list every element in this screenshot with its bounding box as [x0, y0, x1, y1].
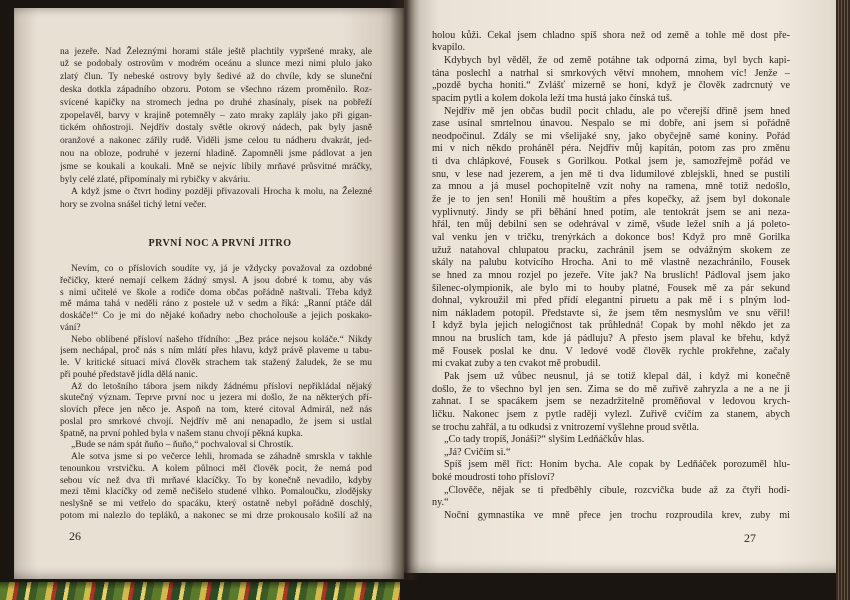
text-line: už se podobaly ostrovům v modrém oceánu a slunce mezi nimi plulo jako	[60, 59, 372, 70]
text-line: Až do letošního tábora jsem nikdy žádnému přísloví nepřikládal nějaký	[71, 381, 372, 392]
text-line: le. V kritické situaci mívá člověk strachem tak stažený žaludek, že se mu	[60, 358, 372, 369]
text-line: vání?	[60, 322, 81, 333]
text-line: zlatý člun. Ty nebeské ostrovy byly šedivé až do chvíle, kdy se sluneční	[60, 72, 372, 83]
text-line: užuž natahoval chlupatou pracku, zachránil jsem se odvážným skokem ze	[432, 244, 790, 256]
text-line: mě máma tahá v neděli ráno z postele už v sedm a říká: „Ranní ptáče dál	[60, 299, 372, 310]
text-line: zase usínal smrtelnou únavou. Nespalo se mi dobře, ani jsem si pořádně	[432, 118, 790, 130]
left-page-body-text	[60, 264, 372, 523]
text-line: mi v nich někdo proháněl péra. Nejdřív můj kapitán, potom zas pro změnu	[432, 143, 790, 155]
text-line: „Člověče, nějak se ti předběhly cibule, rozcvička bude až za čtyři hodi-	[444, 484, 790, 496]
text-line: sebou víc než dva tři mrňavé klacíčky. To by konečně nevadilo, kdyby	[60, 475, 372, 486]
text-line: tenounkou vrstvičku. A kolem půlnoci měl člověk pocit, že nemá pod	[60, 463, 372, 474]
text-line: vyplivnutý. Jindy se při běhání hned potím, ale tentokrát jsem se ani neza-	[432, 206, 790, 218]
text-line: hory se zvolna snášel tichý letní večer.	[60, 200, 207, 211]
text-line: „pozdě bycha honiti.“ Zvlášť mizerně se honí, když je člověk zadrcnutý ve	[432, 80, 790, 92]
text-line: skály na palubu kotvícího Hrocha. Ani to mě vlastně nezachránilo, Fousek	[432, 257, 790, 269]
text-line: mezi těmi klacíčky od země nečišelo studené vlhko. Pomaloučku, zlodějsky	[60, 487, 372, 498]
paragraph	[60, 452, 372, 523]
paragraph	[432, 510, 790, 523]
text-line: „Bude se nám spát ňuňo – ňuňo,“ pochvaloval si Chrostík.	[71, 440, 294, 451]
text-line: na jezeře. Nad Železnými horami stále ještě plachtily vypršené mraky, ale	[60, 46, 372, 57]
text-line: že je to jen sen! Honili mě houštím a přes kopečky, až jsem byl dokonale	[432, 194, 790, 206]
text-line: došlo, že to všechno byl jen sen. Zima se do mě zuřivě zahryzla a ne a ne ji	[432, 383, 790, 395]
book-cover-edge	[0, 582, 400, 600]
text-line: boké moudrosti toho přísloví?	[432, 472, 555, 484]
text-line: se trochu zahřál, a tu odkudsi z vnitrozemí vyšlehne proud světla.	[432, 421, 700, 433]
text-line: neslyšně se mi vetřelo do spacáku, který ostatně nebyl pořádně doschlý,	[60, 499, 372, 510]
text-line: deska dotkla západního obzoru. Potom se všechno rázem proměnilo. Roz-	[60, 84, 372, 95]
book-gutter-shadow	[390, 0, 420, 580]
text-line: svícené kapičky na stromech jedna po druhé zhasínaly, písek na pobřeží	[60, 97, 372, 108]
text-line: dohnal, vykroužil mi před přídí elegantní piruetu a pak mě i s plným lod-	[432, 295, 790, 307]
paragraph	[60, 264, 372, 335]
paragraph	[432, 434, 790, 447]
text-line: poslal pro smrkové chvojí. Nejdřív mě ani nenapadlo, že jsem si ustlal	[60, 416, 372, 427]
paragraph	[432, 371, 790, 434]
text-line: ti dva chlápkové, Fousek s Gorilkou. Potkal jsem je, samozřejmě pořád ve	[432, 156, 790, 168]
paragraph	[432, 459, 790, 484]
text-line: holou kůži. Čekal jsem chladno spíš shora než od země a tohle mě dost pře-	[432, 29, 790, 41]
text-line: kvapilo.	[432, 42, 466, 54]
text-line: tána poslechl a natrhal si smrkových větví mnohem, mnohem víc! Jenže –	[432, 67, 790, 79]
text-line: ličku. Nakonec jsem z pytle raději vylezl. Zuřivě cvičím za stanem, abych	[432, 408, 790, 420]
text-line: s nimi učitelé ve škole a rodiče doma občas pořádně naštvali. Třeba když	[60, 287, 372, 298]
text-line: I když byla jejich nelogičnost tak průhledná! Copak by mohl někdo jet za	[432, 320, 790, 332]
page-number-left: 26	[69, 529, 81, 543]
paragraph	[60, 440, 372, 452]
paragraph	[60, 46, 372, 187]
page-number-right: 27	[744, 531, 756, 545]
text-line: snu, v lese nad jezerem, a jen mě ti dva lidumilové zblejskli, hned se pustili	[432, 168, 790, 180]
page-edges	[836, 0, 850, 600]
text-line: val venku jen v tričku, trenýrkách a dokonce bos! Když pro mně Gorilka	[432, 231, 790, 243]
text-line: mi cvakat zuby a ten cvakot mě probudil.	[432, 358, 601, 370]
paragraph	[432, 485, 790, 510]
paragraph	[60, 335, 372, 382]
text-line: mě Fousek poslal ke dnu. V ledové vodě člověk rychle prokřehne, začaly	[432, 345, 790, 357]
text-line: Ale sotva jsme si po večerce lehli, hromada se záhadně smrskla v takhle	[71, 452, 372, 463]
text-line: Nebo oblíbené přísloví našeho třídního: „Bez práce nejsou koláče.“ Nikdy	[71, 334, 372, 345]
text-line: hřál, ten můj debilní sen se odehrával v zimě, všude ležel sníh a já poleto-	[432, 219, 790, 231]
text-line: za mnou a já musel pochopitelně vzít nohy na ramena, mně totiž nedošlo,	[432, 181, 790, 193]
text-line: šílenec-olympionik, ale bylo mi to houby platné, Fousek mě za pár sekund	[432, 282, 790, 294]
paragraph	[432, 55, 790, 106]
text-line: spacím pytli a kolem dokola leží tma hustá jako čínská tuš.	[432, 92, 673, 104]
text-line: byly celé zlaté, připomínaly mi rybičky v akváriu.	[60, 174, 251, 185]
paragraph	[432, 447, 790, 460]
text-line: „Já? Cvičím si.“	[444, 446, 511, 458]
text-line: „Co tady tropíš, Jonáši?“ slyším Ledňáčkův hlas.	[444, 434, 645, 446]
text-line: Nevím, co o příslovích soudíte vy, já je vždycky považoval za ozdobné	[71, 264, 372, 275]
text-line: slovích přece jen něco je. Aspoň na tom, které citoval Admirál, než nás	[60, 405, 372, 416]
text-line: řečičky, které nemají celkem žádný smysl. A jsou dobré k tomu, aby vás	[60, 275, 372, 286]
text-line: tickém ohňostroji. Nejdřív dostaly světle okrový nádech, pak byly jasně	[60, 123, 372, 134]
paragraph	[60, 186, 372, 212]
paragraph	[60, 382, 372, 441]
text-line: skutečný význam. Teprve první noc u jezera mi došlo, že na některých pří-	[60, 393, 372, 404]
text-line: špatně, na první pohled byla v našem stanu chvojí pěkná kupka.	[60, 428, 303, 439]
text-line: Noční gymnastika ve mně přece jen trochu rozproudila krev, zuby mi	[444, 510, 790, 522]
text-line: mnou na bruslích tam, kde já pádluju? A přesto jsem plaval ke břehu, když	[432, 333, 790, 345]
text-line: potom mi nalezlo do tepláků, a nakonec se mi drze prokousalo košilí až na	[60, 510, 372, 521]
text-line: ny.“	[432, 497, 449, 509]
chapter-title: PRVNÍ NOC A PRVNÍ JITRO	[148, 238, 292, 249]
text-line: zahnat. I se spacákem jsem se nezadržitelně proměňoval v ledovou krych-	[432, 396, 790, 408]
paragraph	[432, 30, 790, 55]
right-page-body-text	[432, 30, 790, 523]
text-line: Pak jsem už vůbec neusnul, já se totiž klepal dál, i když mi konečně	[444, 370, 790, 382]
text-line: Spíš jsem měl říct: Honím bycha. Ale copak by Ledňáček porozuměl hlu-	[444, 459, 790, 471]
paragraph	[432, 106, 790, 371]
text-line: nou na obloze, podruhé v jezerní hladině. Zapomněli jsme pádlovat a jen	[60, 148, 372, 159]
text-line: oranžové a nakonec zářily rudě. Viděli jsme celou tu nádheru dvakrát, jed-	[60, 136, 372, 147]
text-line: se hned za mnou rozjel po jezeře. Víte jak? Na bruslích! Pádloval jsem jako	[432, 269, 790, 281]
text-line: jsem nechápal, proč nás s ním mlátí přes hlavu, když právě plaveme u tabu-	[60, 346, 372, 357]
text-line: Nejdřív mě jen občas budil pocit chladu, ale po včerejší dřině jsem hned	[444, 105, 790, 117]
text-line: neodpočinul. Zdály se mi všelijaké sny, jako obyčejně samé koniny. Pořád	[432, 130, 790, 142]
left-page-top-text	[60, 46, 372, 212]
text-line: ním nákladem potopil. Představte si, že jsem těm nesmyslům ve snu věřil!	[432, 307, 790, 319]
text-line: zpopelavěl, barvy v krajině potemněly – zato mraky zaplály jako při gigan-	[60, 110, 372, 121]
text-line: A když jsme o čtvrt hodiny později přivazovali Hrocha k molu, na Železné	[71, 187, 372, 198]
text-line: jsme se koukali a koukali. Mně se nejvíc líbily mrňavé průsvitné mráčky,	[60, 161, 372, 172]
text-line: doskáče!“ Co je mi do nějaké koňadry nebo chocholouše a jejich poskako-	[60, 311, 372, 322]
text-line: při pouhé představě jídla dělá nanic.	[60, 369, 198, 380]
text-line: Kdybych byl věděl, že od země potáhne tak odporná zima, byl bych kapi-	[444, 54, 790, 66]
